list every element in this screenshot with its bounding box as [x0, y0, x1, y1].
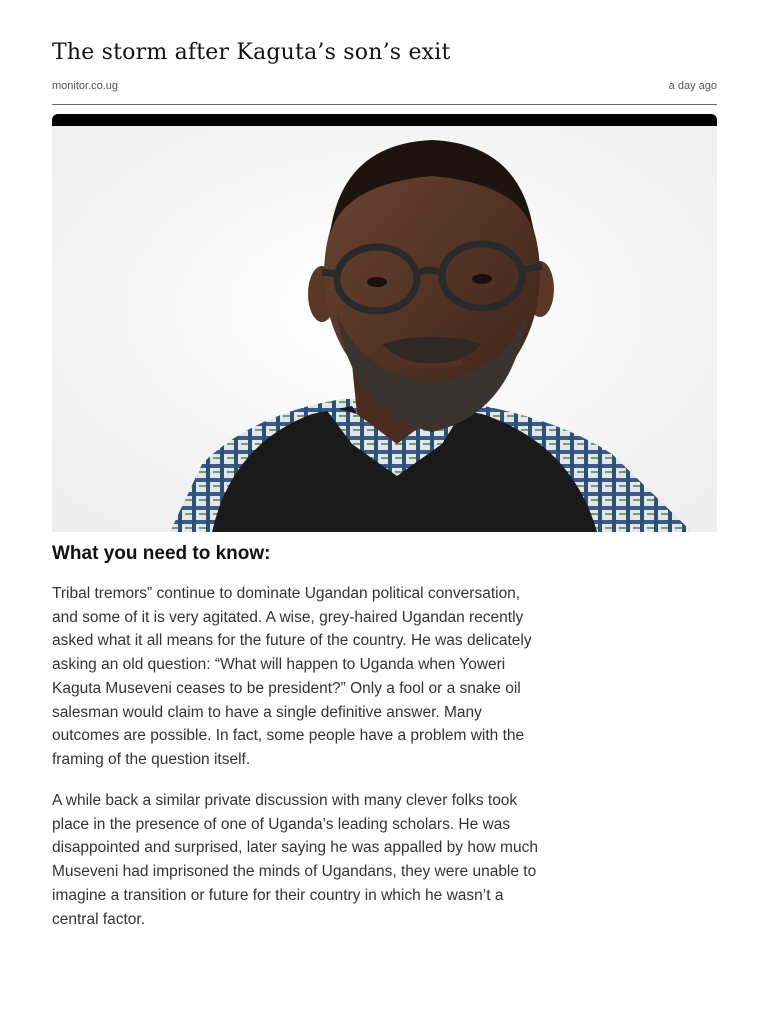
hero-image[interactable]	[52, 114, 717, 532]
source-name[interactable]: monitor.co.ug	[52, 80, 119, 92]
section-heading: What you need to know:	[52, 543, 271, 564]
header-divider	[52, 104, 717, 105]
article-title[interactable]: The storm after Kaguta’s son’s exit	[52, 40, 451, 65]
article-meta	[52, 80, 717, 92]
publish-time: a day ago	[668, 80, 717, 92]
article-paragraph: Tribal tremors” continue to dominate Ugandan political conversation, and some of it is very agitated. A wise, grey-haired Ugandan recently asked what it all means for the future of the country. He was delicately asking an old question: “What will happen to Uganda when Yoweri Kaguta Museveni ceases to be president?” Only a fool or a snake oil salesman would claim to have a single definitive answer. Many outcomes are possible. In fact, some people have a problem with the framing of the question itself.	[52, 585, 532, 768]
article-paragraph: A while back a similar private discussion with many clever folks took place in the presence of one of Uganda’s leading scholars. He was disappointed and surprised, later saying he was appalled by how much Museveni had imprisoned the minds of Ugandans, they were unable to imagine a transition or future for their country in which he wasn’t a central factor.	[52, 792, 538, 928]
portrait-photo	[52, 114, 717, 532]
